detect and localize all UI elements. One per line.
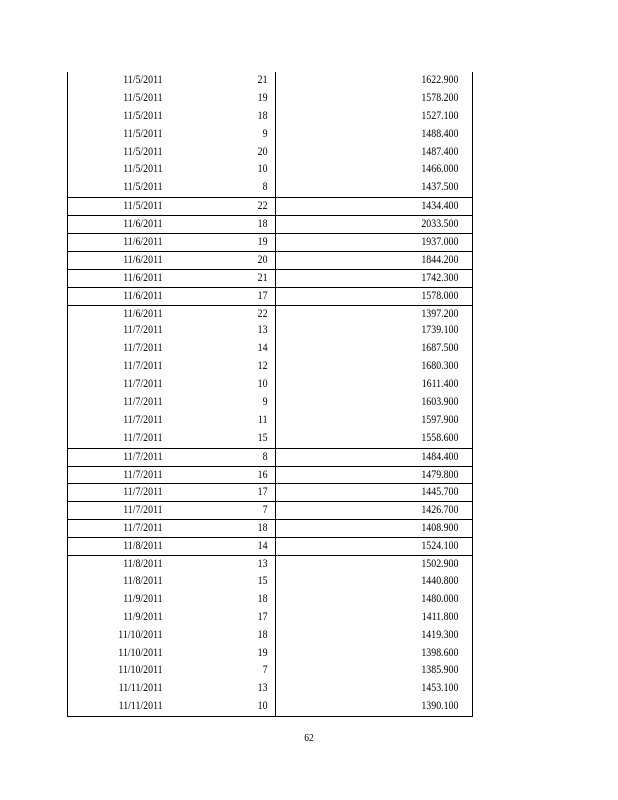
date-cell: 11/5/2011 bbox=[123, 145, 163, 158]
value-cell: 1622.900 bbox=[421, 74, 459, 86]
value-cell: 1502.900 bbox=[421, 558, 459, 571]
id-cell: 22 bbox=[257, 307, 268, 320]
table-row bbox=[68, 126, 472, 144]
table-row bbox=[68, 591, 472, 609]
id-cell: 22 bbox=[257, 200, 268, 213]
table-row bbox=[68, 340, 472, 358]
date-cell: 11/5/2011 bbox=[123, 163, 163, 176]
value-cell: 1558.600 bbox=[421, 431, 459, 444]
table-row bbox=[68, 215, 472, 233]
id-cell: 20 bbox=[257, 253, 268, 266]
id-cell: 15 bbox=[257, 574, 268, 587]
id-cell: 18 bbox=[257, 109, 268, 122]
value-cell: 1680.300 bbox=[421, 360, 459, 373]
id-cell: 21 bbox=[257, 271, 268, 284]
table-row bbox=[68, 251, 472, 269]
value-cell: 1466.000 bbox=[421, 163, 459, 176]
date-cell: 11/10/2011 bbox=[118, 664, 163, 677]
value-cell: 1687.500 bbox=[421, 342, 459, 355]
value-cell: 1408.900 bbox=[421, 522, 459, 535]
table-row bbox=[68, 430, 472, 448]
value-cell: 1844.200 bbox=[421, 253, 459, 266]
date-cell: 11/6/2011 bbox=[123, 236, 163, 249]
value-cell: 1411.800 bbox=[421, 610, 459, 623]
value-cell: 1479.800 bbox=[421, 468, 459, 481]
table-row bbox=[68, 662, 472, 680]
date-cell: 11/6/2011 bbox=[123, 253, 163, 266]
id-cell: 14 bbox=[257, 342, 268, 355]
date-cell: 11/8/2011 bbox=[123, 574, 163, 587]
value-cell: 1398.600 bbox=[421, 646, 459, 659]
date-cell: 11/10/2011 bbox=[118, 646, 163, 659]
table-row bbox=[68, 501, 472, 519]
table-row bbox=[68, 108, 472, 126]
id-cell: 16 bbox=[257, 468, 268, 481]
date-cell: 11/6/2011 bbox=[123, 307, 163, 320]
table-row bbox=[68, 322, 472, 340]
data-table bbox=[67, 72, 473, 717]
table-row bbox=[68, 161, 472, 179]
date-cell: 11/6/2011 bbox=[123, 271, 163, 284]
id-cell: 20 bbox=[257, 145, 268, 158]
date-cell: 11/7/2011 bbox=[123, 342, 163, 355]
date-cell: 11/5/2011 bbox=[123, 200, 163, 213]
value-cell: 1603.900 bbox=[421, 396, 459, 409]
id-cell: 10 bbox=[257, 700, 268, 713]
value-cell: 1578.000 bbox=[421, 289, 459, 302]
table-row bbox=[68, 466, 472, 484]
value-cell: 1397.200 bbox=[421, 307, 459, 320]
table-row bbox=[68, 412, 472, 430]
value-cell: 1426.700 bbox=[421, 504, 459, 517]
id-cell: 11 bbox=[257, 413, 268, 426]
value-cell: 1524.100 bbox=[421, 540, 459, 553]
date-cell: 11/5/2011 bbox=[123, 109, 163, 122]
id-cell: 12 bbox=[257, 360, 268, 373]
value-cell: 1487.400 bbox=[421, 145, 459, 158]
table-row bbox=[68, 394, 472, 412]
value-cell: 2033.500 bbox=[421, 218, 459, 231]
id-cell: 19 bbox=[257, 91, 268, 104]
date-cell: 11/7/2011 bbox=[123, 486, 163, 499]
date-cell: 11/7/2011 bbox=[123, 360, 163, 373]
value-cell: 1597.900 bbox=[421, 413, 459, 426]
table-body bbox=[68, 72, 472, 716]
table-row bbox=[68, 537, 472, 555]
table-row bbox=[68, 573, 472, 591]
table-row bbox=[68, 645, 472, 663]
id-cell: 10 bbox=[257, 163, 268, 176]
id-cell: 18 bbox=[257, 218, 268, 231]
date-cell: 11/7/2011 bbox=[123, 504, 163, 517]
value-cell: 1937.000 bbox=[421, 236, 459, 249]
table-row bbox=[68, 90, 472, 108]
id-cell: 8 bbox=[262, 450, 268, 463]
value-cell: 1484.400 bbox=[421, 450, 459, 463]
value-cell: 1611.400 bbox=[421, 378, 459, 391]
id-cell: 7 bbox=[262, 504, 268, 517]
id-cell: 19 bbox=[257, 646, 268, 659]
table-row bbox=[68, 680, 472, 698]
id-cell: 17 bbox=[257, 610, 268, 623]
date-cell: 11/7/2011 bbox=[123, 468, 163, 481]
id-cell: 9 bbox=[262, 127, 268, 140]
date-cell: 11/7/2011 bbox=[123, 324, 163, 337]
table-row bbox=[68, 269, 472, 287]
date-cell: 11/5/2011 bbox=[123, 181, 163, 194]
table-row bbox=[68, 519, 472, 537]
value-cell: 1742.300 bbox=[421, 271, 459, 284]
table-row bbox=[68, 72, 472, 90]
value-cell: 1437.500 bbox=[421, 181, 459, 194]
table-row bbox=[68, 287, 472, 305]
value-cell: 1390.100 bbox=[421, 700, 459, 713]
id-cell: 15 bbox=[257, 431, 268, 444]
date-cell: 11/6/2011 bbox=[123, 218, 163, 231]
id-cell: 17 bbox=[257, 486, 268, 499]
date-cell: 11/7/2011 bbox=[123, 431, 163, 444]
date-cell: 11/7/2011 bbox=[123, 378, 163, 391]
table-row bbox=[68, 179, 472, 197]
table-row bbox=[68, 144, 472, 162]
date-cell: 11/8/2011 bbox=[123, 540, 163, 553]
id-cell: 18 bbox=[257, 522, 268, 535]
value-cell: 1527.100 bbox=[421, 109, 459, 122]
date-cell: 11/5/2011 bbox=[123, 91, 163, 104]
table-row bbox=[68, 483, 472, 501]
value-cell: 1488.400 bbox=[421, 127, 459, 140]
id-cell: 14 bbox=[257, 540, 268, 553]
value-cell: 1440.800 bbox=[421, 574, 459, 587]
page-number: 62 bbox=[304, 732, 314, 744]
table-row bbox=[68, 233, 472, 251]
value-cell: 1453.100 bbox=[421, 682, 459, 695]
table-row bbox=[68, 698, 472, 716]
value-cell: 1434.400 bbox=[421, 200, 459, 213]
table-row bbox=[68, 555, 472, 573]
date-cell: 11/7/2011 bbox=[123, 413, 163, 426]
date-cell: 11/5/2011 bbox=[123, 127, 163, 140]
value-cell: 1480.000 bbox=[421, 592, 459, 605]
date-cell: 11/5/2011 bbox=[123, 74, 163, 86]
table-row bbox=[68, 448, 472, 466]
date-cell: 11/8/2011 bbox=[123, 558, 163, 571]
date-cell: 11/11/2011 bbox=[118, 700, 163, 713]
table-row bbox=[68, 627, 472, 645]
id-cell: 17 bbox=[257, 289, 268, 302]
date-cell: 11/11/2011 bbox=[118, 682, 163, 695]
table-row bbox=[68, 197, 472, 215]
value-cell: 1385.900 bbox=[421, 664, 459, 677]
id-cell: 21 bbox=[257, 74, 268, 86]
date-cell: 11/7/2011 bbox=[123, 450, 163, 463]
table-row bbox=[68, 358, 472, 376]
id-cell: 18 bbox=[257, 592, 268, 605]
value-cell: 1578.200 bbox=[421, 91, 459, 104]
date-cell: 11/7/2011 bbox=[123, 396, 163, 409]
table-row bbox=[68, 305, 472, 323]
table-row bbox=[68, 376, 472, 394]
value-cell: 1419.300 bbox=[421, 628, 459, 641]
value-cell: 1445.700 bbox=[421, 486, 459, 499]
id-cell: 13 bbox=[257, 324, 268, 337]
date-cell: 11/9/2011 bbox=[123, 592, 163, 605]
date-cell: 11/10/2011 bbox=[118, 628, 163, 641]
value-cell: 1739.100 bbox=[421, 324, 459, 337]
id-cell: 13 bbox=[257, 558, 268, 571]
id-cell: 13 bbox=[257, 682, 268, 695]
date-cell: 11/9/2011 bbox=[123, 610, 163, 623]
id-cell: 9 bbox=[262, 396, 268, 409]
table-row bbox=[68, 609, 472, 627]
date-cell: 11/7/2011 bbox=[123, 522, 163, 535]
id-cell: 18 bbox=[257, 628, 268, 641]
id-cell: 19 bbox=[257, 236, 268, 249]
date-cell: 11/6/2011 bbox=[123, 289, 163, 302]
id-cell: 8 bbox=[262, 181, 268, 194]
id-cell: 10 bbox=[257, 378, 268, 391]
id-cell: 7 bbox=[262, 664, 268, 677]
